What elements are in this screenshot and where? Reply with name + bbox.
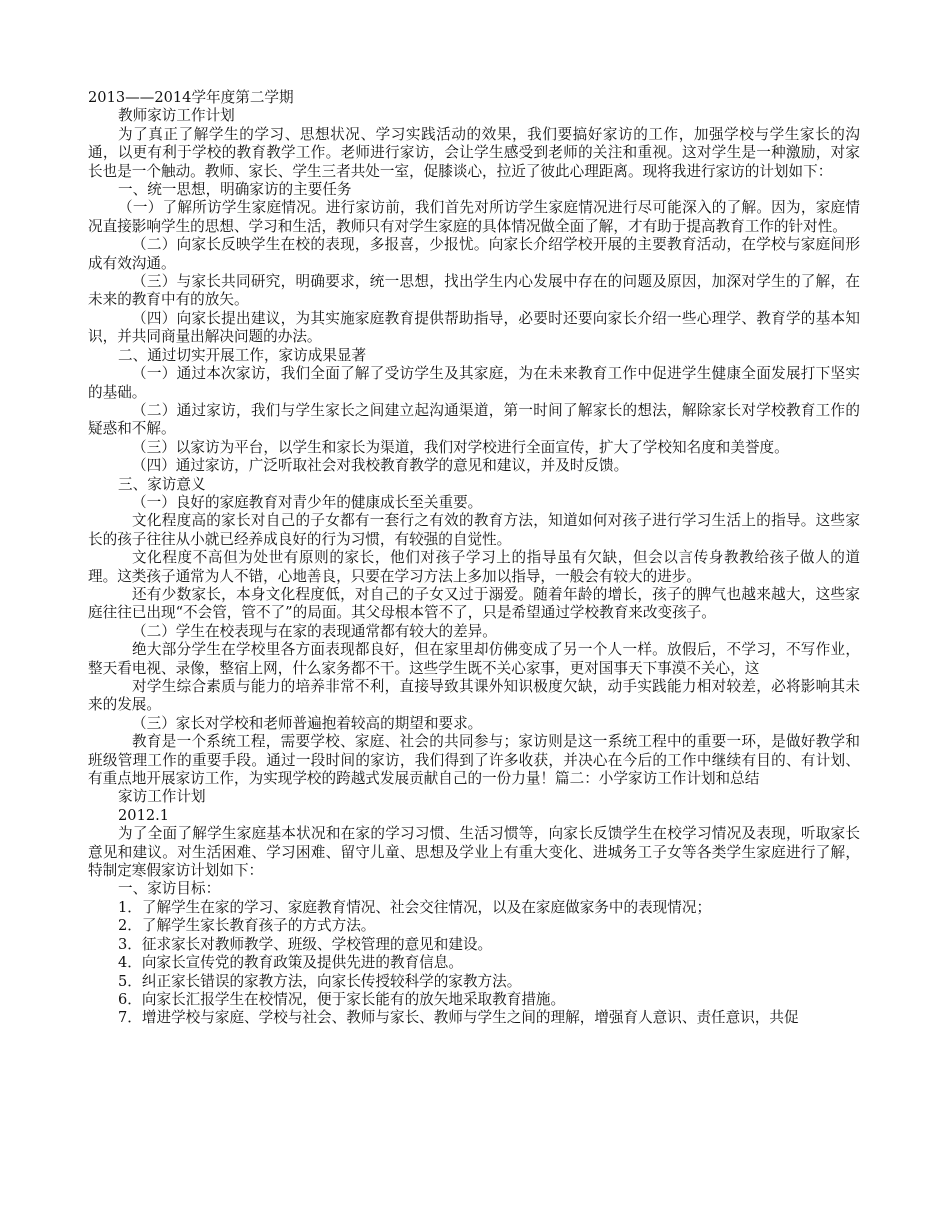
- goal-item: 7．增进学校与家庭、学校与社会、教师与家长、教师与学生之间的理解，增强育人意识、责任意识，共促: [118, 1009, 799, 1027]
- goal-item: 2．了解学生家长教育孩子的方式方法。: [118, 917, 376, 935]
- section-3-paragraph-2: 文化程度不高但为处世有原则的家长，他们对孩子学习上的指导虽有欠缺，但会以言传身教教给孩子做人的道理。这类孩子通常为人不错，心地善良，只要在学习方法上多加以指导，一般会有较大的进步。: [88, 549, 860, 585]
- intro-paragraph: 为了真正了解学生的学习、思想状况、学习实践活动的效果，我们要搞好家访的工作，加强学校与学生家长的沟通，以更有利于学校的教育教学工作。老师进行家访，会让学生感受到老师的关注和重视。这对学生是一种激励，对家长也是一个触动。教师、家长、学生三者共处一室，促膝谈心，拉近了彼此心理距离。现将我进行家访的计划如下：: [88, 125, 860, 180]
- section-3-paragraph-4: 绝大部分学生在学校里各方面表现都良好，但在家里却仿佛变成了另一个人一样。放假后，不学习，不写作业，整天看电视、录像，整宿上网，什么家务都不干。这些学生既不关心家事，更对国事天下事漠不关心，这: [88, 641, 860, 677]
- section-3-paragraph-6: 教育是一个系统工程，需要学校、家庭、社会的共同参与；家访则是这一系统工程中的重要一环，是做好教学和班级管理工作的重要手段。通过一段时间的家访，我们得到了许多收获，并决心在今后的工作中继续有目的、有计划、有重点地开展家访工作，为实现学校的跨越式发展贡献自己的一份力量！篇二：小学家访工作计划和总结: [88, 733, 860, 788]
- semester-heading: 2013——2014学年度第二学期: [88, 89, 294, 106]
- section-1-item-2: （二）向家长反映学生在校的表现，多报喜，少报忧。向家长介绍学校开展的主要教育活动，在学校与家庭间形成有效沟通。: [88, 236, 860, 272]
- section-3-subheading-3: （三）家长对学校和老师普遍抱着较高的期望和要求。: [132, 714, 483, 732]
- section-2-item-2: （二）通过家访，我们与学生家长之间建立起沟通渠道，第一时间了解家长的想法，解除家长对学校教育工作的疑惑和不解。: [88, 401, 860, 438]
- section-1-item-4: （四）向家长提出建议，为其实施家庭教育提供帮助指导，必要时还要向家长介绍一些心理学、教育学的基本知识，并共同商量出解决问题的办法。: [88, 309, 860, 346]
- section-3-subheading-1: （一）良好的家庭教育对青少年的健康成长至关重要。: [132, 493, 483, 511]
- section-2-item-4: （四）通过家访，广泛听取社会对我校教育教学的意见和建议，并及时反馈。: [132, 457, 629, 475]
- goals-title: 一、家访目标：: [118, 880, 221, 898]
- goal-item: 5．纠正家长错误的家教方法，向家长传授较科学的家教方法。: [118, 972, 522, 990]
- goal-item: 1．了解学生在家的学习、家庭教育情况、社会交往情况，以及在家庭做家务中的表现情况；: [118, 898, 712, 916]
- goal-item: 4．向家长宣传党的教育政策及提供先进的教育信息。: [118, 954, 463, 972]
- section-2-item-3: （三）以家访为平台，以学生和家长为渠道，我们对学校进行全面宣传，扩大了学校知名度和美誉度。: [132, 438, 789, 456]
- plan-title: 教师家访工作计划: [118, 107, 235, 125]
- section-3-title: 三、家访意义: [118, 475, 206, 493]
- goal-item: 3．征求家长对教师教学、班级、学校管理的意见和建设。: [118, 935, 493, 953]
- plan-2-title: 家访工作计划: [118, 788, 206, 806]
- section-1-item-3: （三）与家长共同研究，明确要求，统一思想，找出学生内心发展中存在的问题及原因，加深对学生的了解，在未来的教育中有的放矢。: [88, 273, 860, 309]
- goal-item: 6．向家长汇报学生在校情况，便于家长能有的放矢地采取教育措施。: [118, 990, 566, 1008]
- document-page: [88, 89, 860, 1028]
- section-1-title: 一、统一思想，明确家访的主要任务: [118, 181, 352, 199]
- plan-2-intro: 为了全面了解学生家庭基本状况和在家的学习习惯、生活习惯等，向家长反馈学生在校学习情况及表现，听取家长意见和建议。对生活困难、学习困难、留守儿童、思想及学业上有重大变化、进城务工子女等各类学生家庭进行了解，特制定寒假家访计划如下：: [88, 825, 860, 880]
- plan-2-date: 2012.1: [118, 806, 170, 824]
- section-3-paragraph-3: 还有少数家长，本身文化程度低，对自己的子女又过于溺爱。随着年龄的增长，孩子的脾气也越来越大，这些家庭往往已出现“不会管，管不了”的局面。其父母根本管不了，只是希望通过学校教育来改变孩子。: [88, 585, 860, 622]
- section-3-subheading-2: （二）学生在校表现与在家的表现通常都有较大的差异。: [132, 622, 497, 640]
- section-2-title: 二、通过切实开展工作，家访成果显著: [118, 346, 367, 364]
- section-1-item-1: （一）了解所访学生家庭情况。进行家访前，我们首先对所访学生家庭情况进行尽可能深入的了解。因为，家庭情况直接影响学生的思想、学习和生活，教师只有对学生家庭的具体情况做全面了解，才有助于提高教育工作的针对性。: [88, 199, 860, 235]
- section-3-paragraph-1: 文化程度高的家长对自己的子女都有一套行之有效的教育方法，知道如何对孩子进行学习生活上的指导。这些家长的孩子往往从小就已经养成良好的行为习惯，有较强的自觉性。: [88, 512, 860, 548]
- section-3-paragraph-5: 对学生综合素质与能力的培养非常不利，直接导致其课外知识极度欠缺，动手实践能力相对较差，必将影响其未来的发展。: [88, 678, 860, 714]
- section-2-item-1: （一）通过本次家访，我们全面了解了受访学生及其家庭，为在未来教育工作中促进学生健康全面发展打下坚实的基础。: [88, 365, 860, 401]
